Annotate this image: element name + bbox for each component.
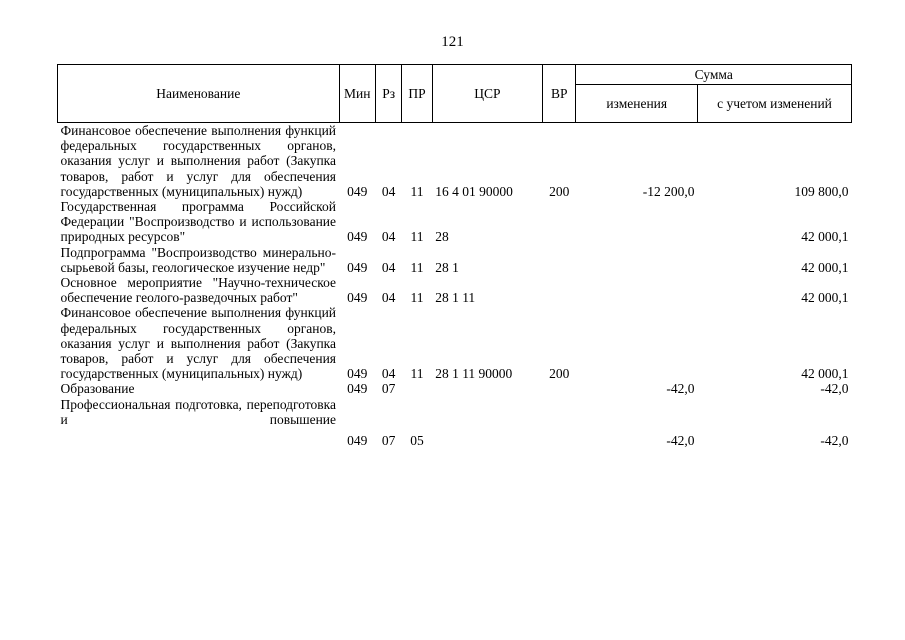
budget-table	[57, 64, 852, 448]
table-row	[58, 245, 852, 275]
row-name: Профессиональная подготовка, переподготовка и повышение	[60, 396, 337, 427]
row-with-change: 109 800,0	[794, 183, 849, 199]
row-with-change: 42 000,1	[801, 229, 849, 245]
row-vr	[543, 397, 576, 448]
row-with-change: 42 000,1	[801, 366, 849, 382]
row-rz: 04	[381, 183, 396, 199]
row-rz: 04	[381, 366, 396, 382]
row-name: Государственная программа Российской Федерации "Воспроизводство и использование природных ресурсов"	[60, 199, 337, 245]
row-min: 049	[347, 381, 368, 397]
row-rz: 04	[381, 290, 396, 306]
row-vr	[543, 275, 576, 305]
table-row	[58, 275, 852, 305]
table-row	[58, 123, 852, 200]
row-rz: 04	[381, 229, 396, 245]
row-name: Подпрограмма "Воспроизводство минерально-сырьевой базы, геологическое изучение недр"	[60, 244, 337, 275]
row-pr: 11	[410, 229, 424, 245]
row-change: -42,0	[666, 432, 695, 448]
row-pr: 11	[410, 290, 424, 306]
row-rz: 04	[381, 259, 396, 275]
row-change	[576, 305, 698, 381]
row-csr	[432, 397, 542, 448]
row-vr: 200	[549, 183, 570, 199]
row-pr: 11	[410, 183, 424, 199]
row-pr	[402, 381, 432, 396]
row-min: 049	[347, 290, 368, 306]
row-change	[576, 199, 698, 245]
table-row	[58, 397, 852, 448]
page-number: 121	[441, 34, 464, 50]
header-rz: Рз	[375, 65, 401, 123]
row-csr: 16 4 01 90000	[435, 183, 513, 199]
header-sum: Сумма	[576, 65, 852, 85]
row-min: 049	[347, 229, 368, 245]
row-csr: 28 1 11 90000	[435, 366, 513, 382]
row-pr: 11	[410, 366, 424, 382]
row-change: -42,0	[666, 381, 695, 397]
row-vr	[543, 381, 576, 396]
row-rz: 07	[381, 432, 396, 448]
row-vr: 200	[549, 366, 570, 382]
row-csr: 28 1	[435, 259, 459, 275]
table-header	[58, 65, 852, 123]
row-name: Финансовое обеспечение выполнения функций федеральных государственных органов, оказания услуг и выполнения работ (Закупка товаров, работ и услуг для обеспечения государственных (муниципальных) нужд)	[60, 123, 337, 199]
row-csr: 28	[435, 229, 449, 245]
table-row	[58, 381, 852, 396]
row-pr: 05	[410, 432, 424, 448]
table-row	[58, 305, 852, 381]
row-with-change: 42 000,1	[801, 290, 849, 306]
row-name: Образование	[60, 381, 135, 397]
row-change: -12 200,0	[642, 183, 695, 199]
table-body	[58, 123, 852, 448]
header-with-change: с учетом изменений	[697, 85, 851, 123]
row-pr: 11	[410, 259, 424, 275]
row-min: 049	[347, 183, 368, 199]
row-csr	[432, 381, 542, 396]
row-csr: 28 1 11	[435, 290, 476, 306]
header-name: Наименование	[58, 65, 340, 123]
header-vr: ВР	[543, 65, 576, 123]
header-change: изменения	[576, 85, 698, 123]
row-with-change: -42,0	[820, 381, 849, 397]
header-csr: ЦСР	[432, 65, 542, 123]
row-rz: 07	[381, 381, 396, 397]
header-pr: ПР	[402, 65, 432, 123]
row-name: Финансовое обеспечение выполнения функций федеральных государственных органов, оказания услуг и выполнения работ (Закупка товаров, работ и услуг для обеспечения государственных (муниципальных) нужд)	[60, 305, 337, 382]
row-change	[576, 275, 698, 305]
header-min: Мин	[339, 65, 375, 123]
row-min: 049	[347, 259, 368, 275]
row-min: 049	[347, 432, 368, 448]
row-vr	[543, 199, 576, 245]
row-name: Основное мероприятие "Научно-техническое обеспечение геолого-разведочных работ"	[60, 275, 337, 306]
row-with-change: 42 000,1	[801, 259, 849, 275]
row-change	[576, 245, 698, 275]
row-min: 049	[347, 366, 368, 382]
row-vr	[543, 245, 576, 275]
table-row	[58, 199, 852, 245]
row-with-change: -42,0	[820, 432, 849, 448]
